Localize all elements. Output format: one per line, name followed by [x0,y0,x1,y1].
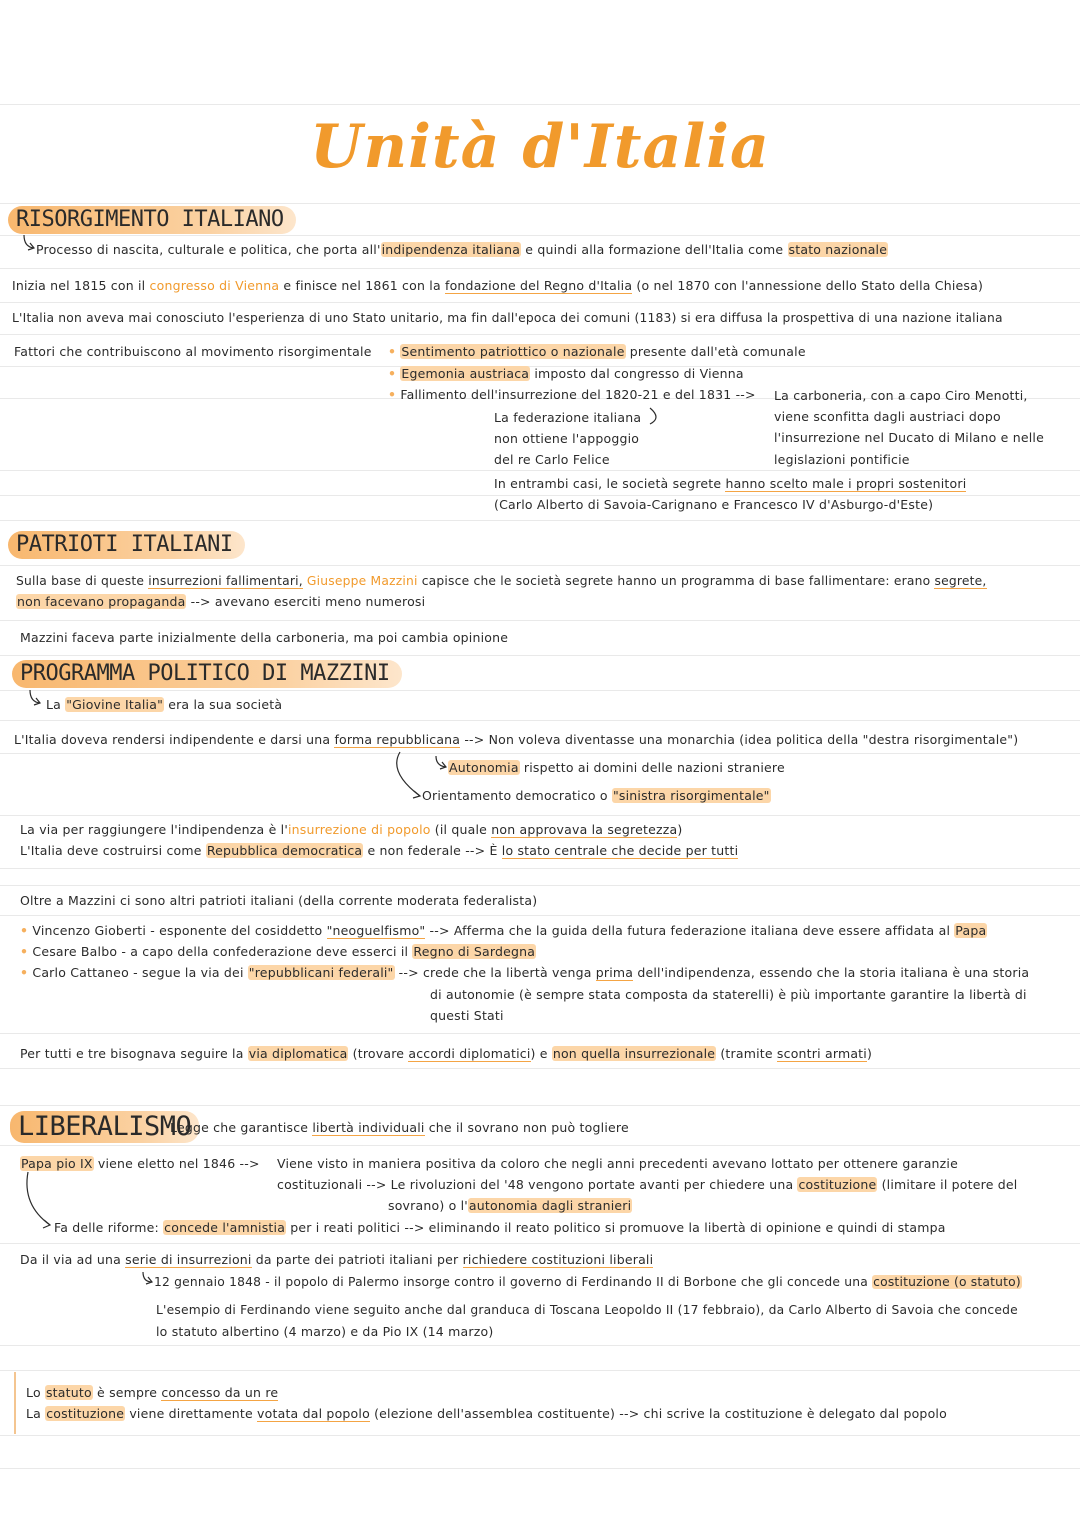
bullet-cattaneo: • Carlo Cattaneo - segue la via dei "repubblicani federali" --> crede che la libertà venga prima dell'indipendenza, essendo che la storia italiana è una storia [20,965,1030,980]
statuto-box-bar [14,1372,16,1434]
programma-orientamento: Orientamento democratico o "sinistra risorgimentale" [422,788,770,803]
pio-ix-line: Papa pio IX viene eletto nel 1846 --> [21,1156,260,1171]
esempio-line-2: lo statuto albertino (4 marzo) e da Pio IX (14 marzo) [156,1324,494,1339]
pio-ix-rivoluzioni: costituzionali --> Le rivoluzioni del '48 vengono portate avanti per chiedere una costituzione (limitare il potere del [277,1177,1018,1192]
programma-repubblica: L'Italia deve costruirsi come Repubblica democratica e non federale --> È lo stato centrale che decide per tutti [20,843,739,858]
factor-2: • Egemonia austriaca imposto dal congresso di Vienna [388,366,744,381]
statuto-line: Lo statuto è sempre concesso da un re [26,1385,279,1400]
insurrezioni-line: Da il via ad una serie di insurrezioni da parte dei patrioti italiani per richiedere costituzioni liberali [20,1252,654,1267]
both-cases-line-1: In entrambi casi, le società segrete hanno scelto male i propri sostenitori [494,476,967,491]
page-title: Unità d'Italia [310,112,770,182]
tutti-e-tre-line: Per tutti e tre bisognava seguire la via diplomatica (trovare accordi diplomatici) e non quella insurrezionale (tramite scontri armati) [20,1046,873,1061]
cattaneo-line-2: di autonomie (è sempre stata composta da staterelli) è più importante garantire la libertà di [430,987,1027,1002]
factor-1: • Sentimento patriottico o nazionale presente dall'età comunale [388,344,806,359]
risorgimento-definition: Processo di nascita, culturale e politica, che porta all'indipendenza italiana e quindi alla formazione dell'Italia come stato nazionale [36,242,888,257]
risorgimento-context: L'Italia non aveva mai conosciuto l'esperienza di uno Stato unitario, ma fin dall'epoca dei comuni (1183) si era diffusa la prospettiva di una nazione italiana [12,311,1003,325]
both-cases-line-2: (Carlo Alberto di Savoia-Carignano e Francesco IV d'Asburgo-d'Este) [494,497,934,512]
factors-label: Fattori che contribuiscono al movimento risorgimentale [14,344,372,359]
costituzione-line: La costituzione viene direttamente votata dal popolo (elezione dell'assemblea costituente) --> chi scrive la costituzione è delegato dal popolo [26,1406,947,1421]
cattaneo-line-3: questi Stati [430,1008,504,1023]
carboneria-line-2: viene sconfitta dagli austriaci dopo [774,409,1001,424]
bullet-balbo: • Cesare Balbo - a capo della confederazione deve esserci il Regno di Sardegna [20,944,536,959]
risorgimento-dates: Inizia nel 1815 con il congresso di Vienna e finisce nel 1861 con la fondazione del Regno d'Italia (o nel 1870 con l'annessione dello Stato della Chiesa) [12,278,984,293]
heading-liberalismo: LIBERALISMO [10,1111,199,1143]
heading-risorgimento: RISORGIMENTO ITALIANO [8,206,296,234]
patrioti-line-3: Mazzini faceva parte inizialmente della carboneria, ma poi cambia opinione [20,630,509,645]
bullet-gioberti: • Vincenzo Gioberti - esponente del cosiddetto "neoguelfismo" --> Afferma che la guida della futura federazione italiana deve essere affidata al Papa [20,923,987,938]
federazione-line-3: del re Carlo Felice [494,452,610,467]
heading-programma: PROGRAMMA POLITICO DI MAZZINI [12,660,402,688]
patrioti-line-1: Sulla base di queste insurrezioni fallimentari, Giuseppe Mazzini capisce che le società segrete hanno un programma di base fallimentare: erano segrete, [16,574,987,588]
riforme-line: Fa delle riforme: concede l'amnistia per i reati politici --> eliminando il reato politico si promuove la libertà di opinione e quindi di stampa [54,1220,946,1235]
heading-patrioti: PATRIOTI ITALIANI [8,531,245,559]
altri-patrioti-intro: Oltre a Mazzini ci sono altri patrioti italiani (della corrente moderata federalista) [20,893,538,908]
gennaio-1848-line: 12 gennaio 1848 - il popolo di Palermo insorge contro il governo di Ferdinando II di Borbone che gli concede una costituzione (o statuto) [154,1275,1021,1289]
programma-line-1: L'Italia doveva rendersi indipendente e darsi una forma repubblicana --> Non voleva diventasse una monarchia (idea politica della "destra risorgimentale") [14,732,1019,747]
pio-ix-autonomia: sovrano) o l'autonomia dagli stranieri [388,1198,632,1213]
pio-ix-visto: Viene visto in maniera positiva da coloro che negli anni precedenti avevano lottato per ottenere garanzie [277,1156,958,1171]
esempio-line-1: L'esempio di Ferdinando viene seguito anche dal granduca di Toscana Leopoldo II (17 febbraio), da Carlo Alberto di Savoia che concede [156,1303,1018,1317]
programma-autonomia: Autonomia rispetto ai domini delle nazioni straniere [449,760,785,775]
liberalismo-definition: Legge che garantisce libertà individuali che il sovrano non può togliere [170,1120,629,1135]
carboneria-line-1: La carboneria, con a capo Ciro Menotti, [774,388,1028,403]
carboneria-line-4: legislazioni pontificie [774,452,910,467]
carboneria-line-3: l'insurrezione nel Ducato di Milano e nelle [774,430,1044,445]
federazione-line-1: La federazione italiana [494,410,642,425]
giovine-italia-line: La "Giovine Italia" era la sua società [46,697,283,712]
federazione-line-2: non ottiene l'appoggio [494,431,640,446]
factor-3: • Fallimento dell'insurrezione del 1820-21 e del 1831 --> [388,387,756,402]
patrioti-line-2: non facevano propaganda --> avevano eserciti meno numerosi [17,594,426,609]
programma-via-indipendenza: La via per raggiungere l'indipendenza è l'insurrezione di popolo (il quale non approvava la segretezza) [20,822,683,837]
